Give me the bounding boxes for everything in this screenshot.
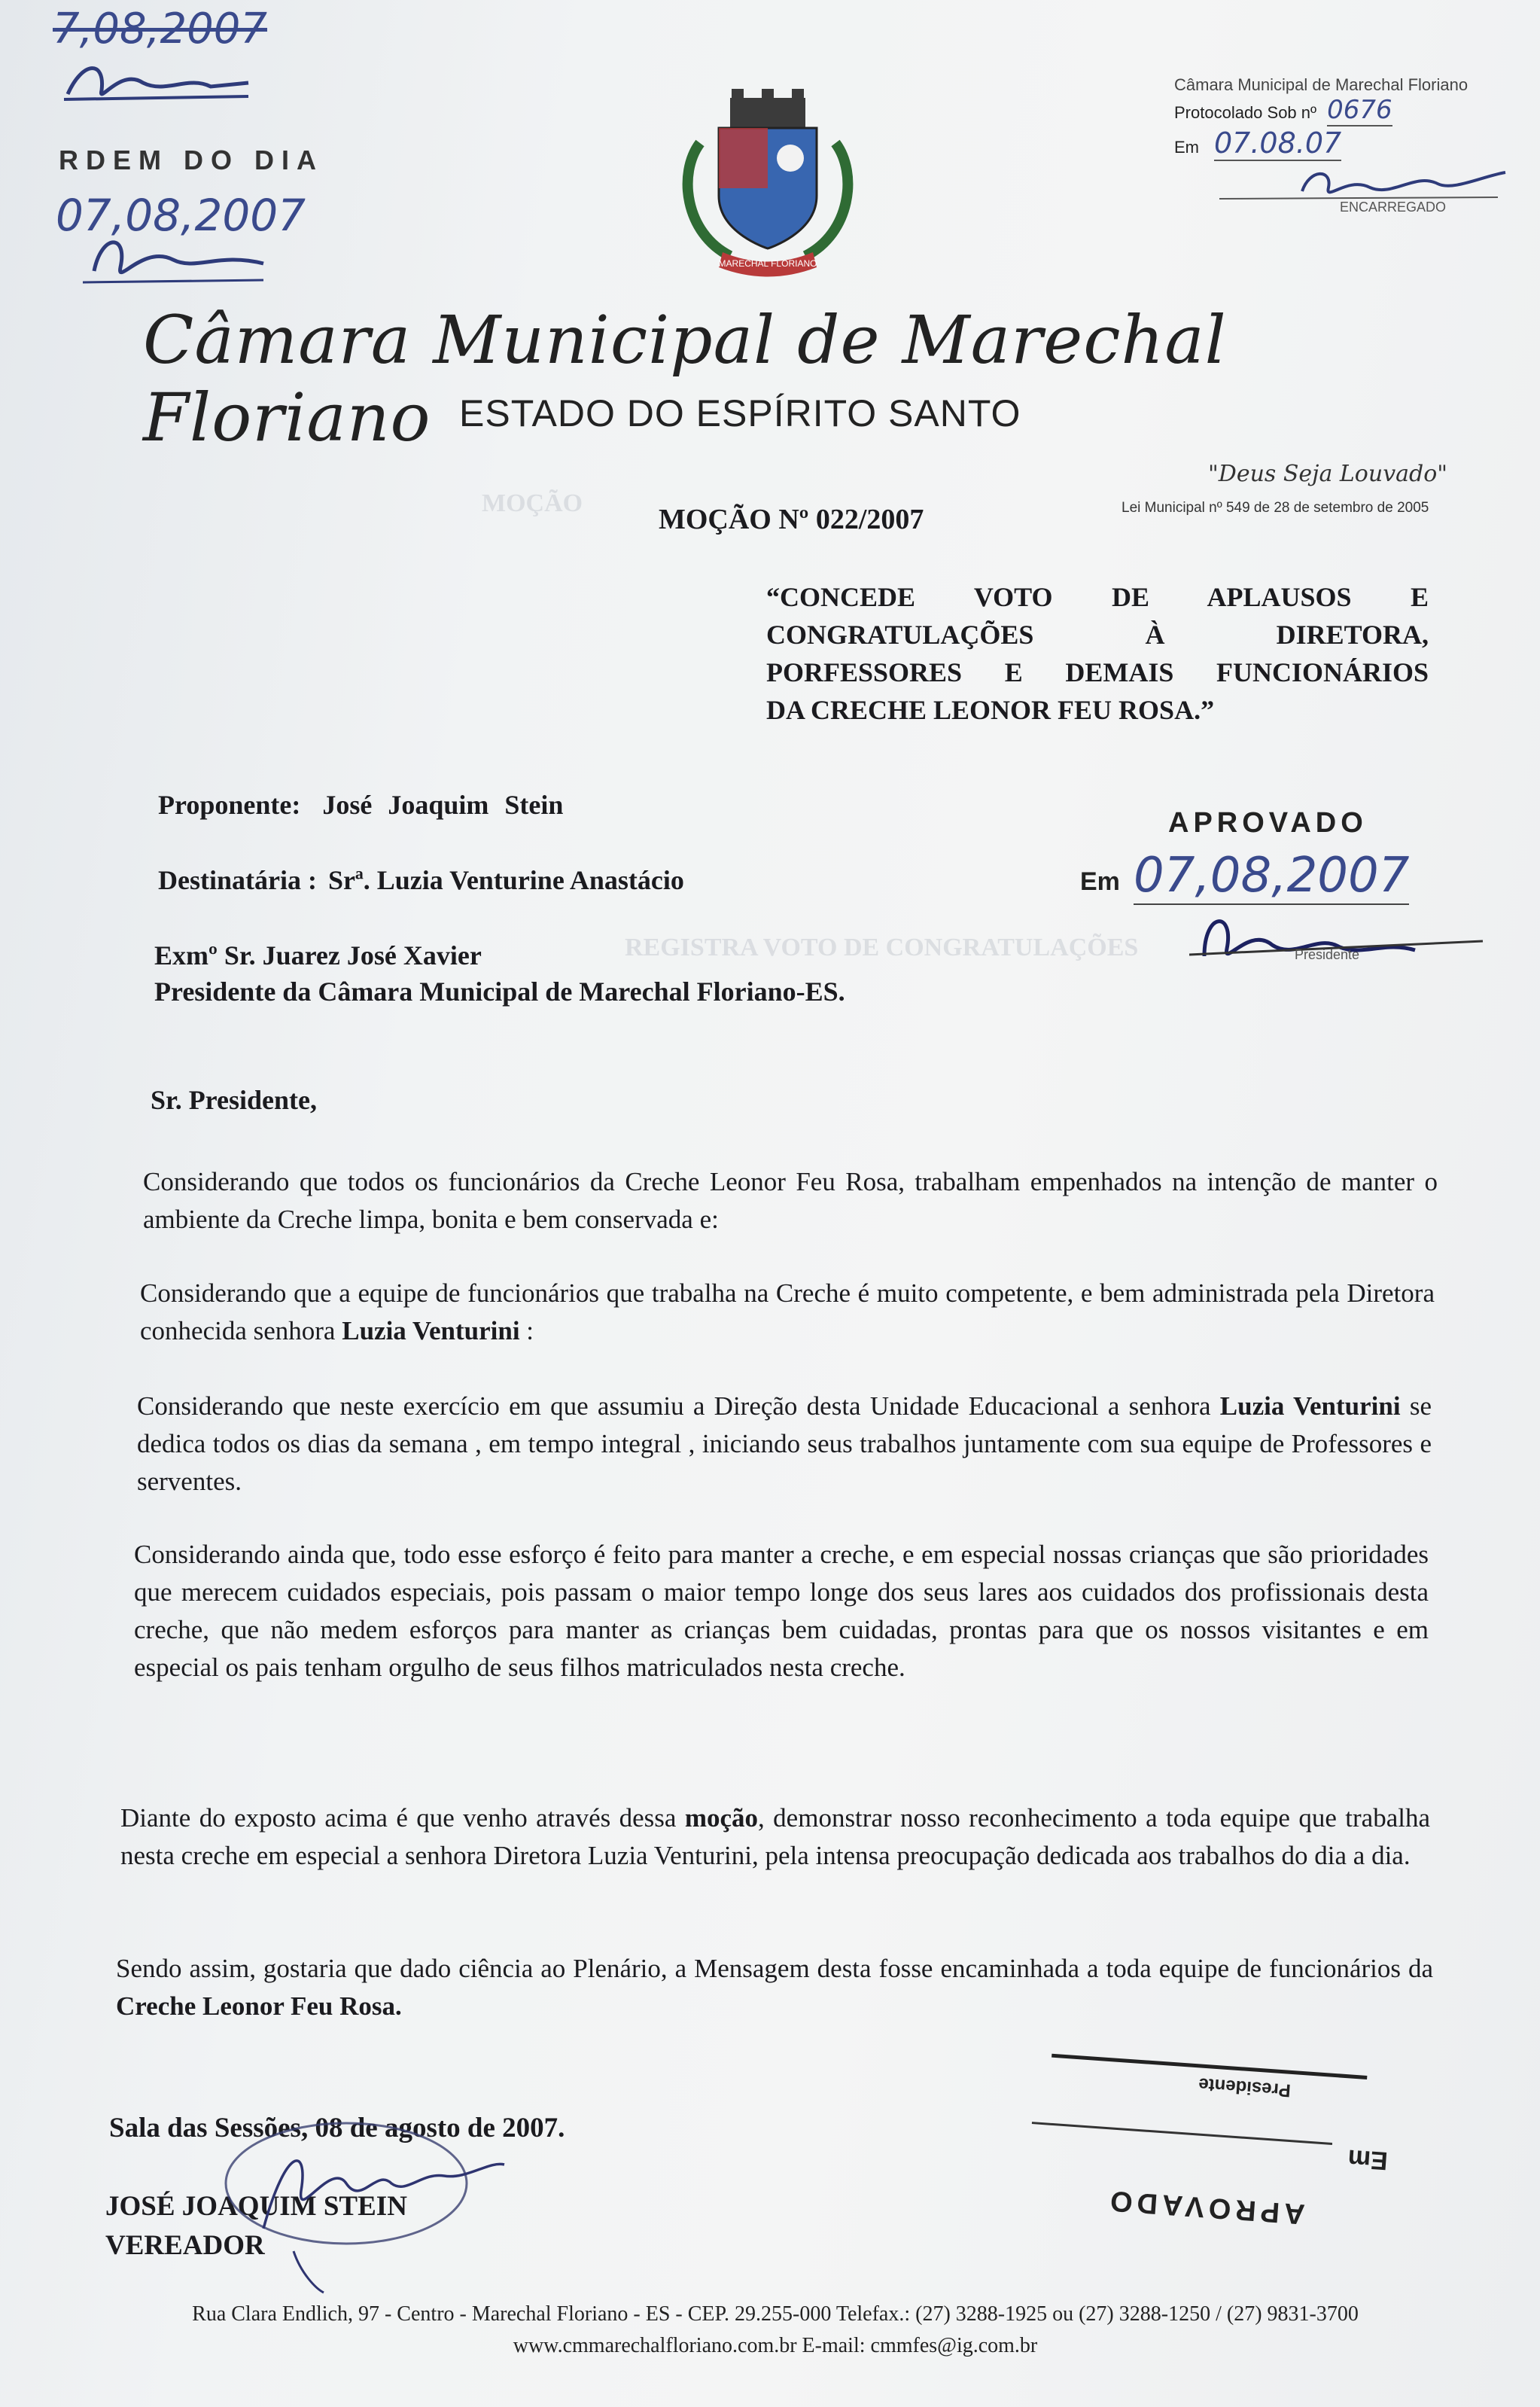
paragraph-5-text: Diante do exposto acima é que venho através dessa xyxy=(120,1803,685,1833)
addressee-block xyxy=(154,937,845,1010)
paragraph-6-bold: Creche Leonor Feu Rosa. xyxy=(116,1991,402,2021)
paragraph-2-text: Considerando que a equipe de funcionários que trabalha na Creche é muito competente, e bem administrada pela Diretora conhecida senhora xyxy=(140,1278,1435,1345)
aprovado-stamp-inverted xyxy=(963,2011,1400,2265)
bleed-through-text: REGISTRA VOTO DE CONGRATULAÇÕES xyxy=(625,934,1139,961)
paragraph-5-bold: moção xyxy=(684,1803,759,1833)
protocol-stamp-line1: Câmara Municipal de Marechal Floriano xyxy=(1174,75,1468,94)
destinataria-value: Srª. Luzia Venturine Anastácio xyxy=(327,865,684,895)
proponente-value: José Joaquim Stein xyxy=(322,790,564,820)
ementa-line: CONGRATULAÇÕES À DIRETORA, xyxy=(766,620,1429,650)
ordem-signature-icon xyxy=(83,226,278,294)
signer-name: JOSÉ JOAQUIM STEIN xyxy=(105,2191,407,2222)
protocol-em-label: Em xyxy=(1174,138,1199,157)
inverted-em-label: Em xyxy=(1347,2143,1389,2176)
paragraph-3-text: Considerando que neste exercício em que assumiu a Direção desta Unidade Educacional a senhora xyxy=(137,1391,1220,1421)
paragraph-2-bold: Luzia Venturini xyxy=(342,1316,520,1345)
law-reference: Lei Municipal nº 549 de 28 de setembro de 2005 xyxy=(1122,500,1429,516)
ordem-do-dia-date-handwritten: 07,08,2007 xyxy=(56,190,306,241)
ordem-do-dia-label: RDEM DO DIA xyxy=(59,145,324,175)
paragraph-3-bold: Luzia Venturini xyxy=(1219,1391,1401,1421)
ementa-line: DA CRECHE LEONOR FEU ROSA.” xyxy=(766,695,1215,725)
bleed-through-text: MOÇÃO xyxy=(482,489,583,517)
motto: "Deus Seja Louvado" xyxy=(1208,461,1448,487)
paragraph-2 xyxy=(140,1275,1435,1350)
rubric-signature-icon xyxy=(60,53,256,113)
aprovado-em-label: Em xyxy=(1080,867,1120,896)
state-subtitle: ESTADO DO ESPÍRITO SANTO xyxy=(459,392,1021,434)
footer-address: Rua Clara Endlich, 97 - Centro - Marechal Floriano - ES - CEP. 29.255-000 Telefax.: (27) 3288-1925 ou (27) 3288-1250 / (27) 9831-3700 xyxy=(192,2302,1359,2326)
paragraph-4: Considerando ainda que, todo esse esforço é feito para manter a creche, e em especial nossas crianças que são prioridades que merecem cuidados especiais, pois passam o maior tempo longe dos seus lares aos cuidados dos profissionais desta creche, que não medem esforços para manter as crianças bem cuidadas, prontas para que os nossos visitantes e em especial os pais tenham orgulho de seus filhos matriculados nesta creche. xyxy=(134,1540,1429,1682)
proponente-label: Proponente: xyxy=(158,790,301,820)
addressee-name: Exmº Sr. Juarez José Xavier xyxy=(154,940,482,970)
sala-das-sessoes: Sala das Sessões, 08 de agosto de 2007. xyxy=(109,2113,565,2143)
protocol-stamp xyxy=(1174,75,1528,215)
ementa-line: PORFESSORES E DEMAIS FUNCIONÁRIOS xyxy=(766,657,1429,687)
municipal-crest-icon xyxy=(677,83,858,286)
aprovado-stamp xyxy=(1076,806,1498,1001)
mocao-number: MOÇÃO Nº 022/2007 xyxy=(659,504,924,535)
destinataria-row xyxy=(158,864,684,896)
destinataria-label: Destinatária : xyxy=(158,865,317,895)
addressee-title: Presidente da Câmara Municipal de Marechal Floriano-ES. xyxy=(154,977,845,1007)
crest-motto: MARECHAL FLORIANO xyxy=(718,258,817,269)
paragraph-1: Considerando que todos os funcionários da Creche Leonor Feu Rosa, trabalham empenhados na intenção de manter o ambiente da Creche limpa, bonita e bem conservada e: xyxy=(143,1167,1438,1234)
ementa-block xyxy=(766,578,1429,729)
protocol-number-label: Protocolado Sob nº xyxy=(1174,103,1317,122)
paragraph-2-end: : xyxy=(519,1316,534,1345)
proponente-row xyxy=(158,789,563,821)
page-title: Câmara Municipal de Marechal Floriano xyxy=(143,301,1227,456)
body-text xyxy=(116,1163,1438,2067)
footer-contact: www.cmmarechalfloriano.com.br E-mail: cmmfes@ig.com.br xyxy=(513,2334,1038,2357)
signer-role: VEREADOR xyxy=(105,2230,265,2261)
paragraph-5-end: , demonstrar nosso reconhecimento a toda equipe que trabalha nesta creche em especial a senhora Diretora Luzia Venturini, pela intensa preocupação dedicada aos trabalhos do dia a dia. xyxy=(120,1803,1430,1870)
inverted-presidente-label: Presidente xyxy=(1198,2073,1292,2101)
paragraph-5 xyxy=(120,1799,1430,1875)
vereador-signature-icon xyxy=(218,2101,534,2296)
aprovado-label: APROVADO xyxy=(1168,807,1368,839)
paragraph-3 xyxy=(137,1388,1432,1501)
salutation: Sr. Presidente, xyxy=(151,1085,317,1115)
protocol-number-handwritten: 0676 xyxy=(1327,95,1392,125)
ementa-line: “CONCEDE VOTO DE APLAUSOS E xyxy=(766,582,1429,612)
inverted-date-line xyxy=(1032,2122,1332,2145)
top-left-date-handwritten: 7,08,2007 xyxy=(53,5,268,53)
presidente-signature-icon xyxy=(1189,903,1490,986)
paragraph-6 xyxy=(116,1950,1433,2025)
inverted-aprovado-label: APROVADO xyxy=(1104,2184,1306,2230)
encarregado-label: ENCARREGADO xyxy=(1340,200,1447,215)
protocol-date-handwritten: 07.08.07 xyxy=(1214,126,1342,160)
paragraph-6-text: Sendo assim, gostaria que dado ciência ao Plenário, a Mensagem desta fosse encaminhada a toda equipe de funcionários da xyxy=(116,1954,1433,1983)
paragraph-3-end: se dedica todos os dias da semana , em tempo integral , iniciando seus trabalhos juntamente com sua equipe de Professores e serventes. xyxy=(137,1391,1432,1496)
aprovado-date-handwritten: 07,08,2007 xyxy=(1134,848,1410,903)
presidente-label: Presidente xyxy=(1295,947,1360,962)
